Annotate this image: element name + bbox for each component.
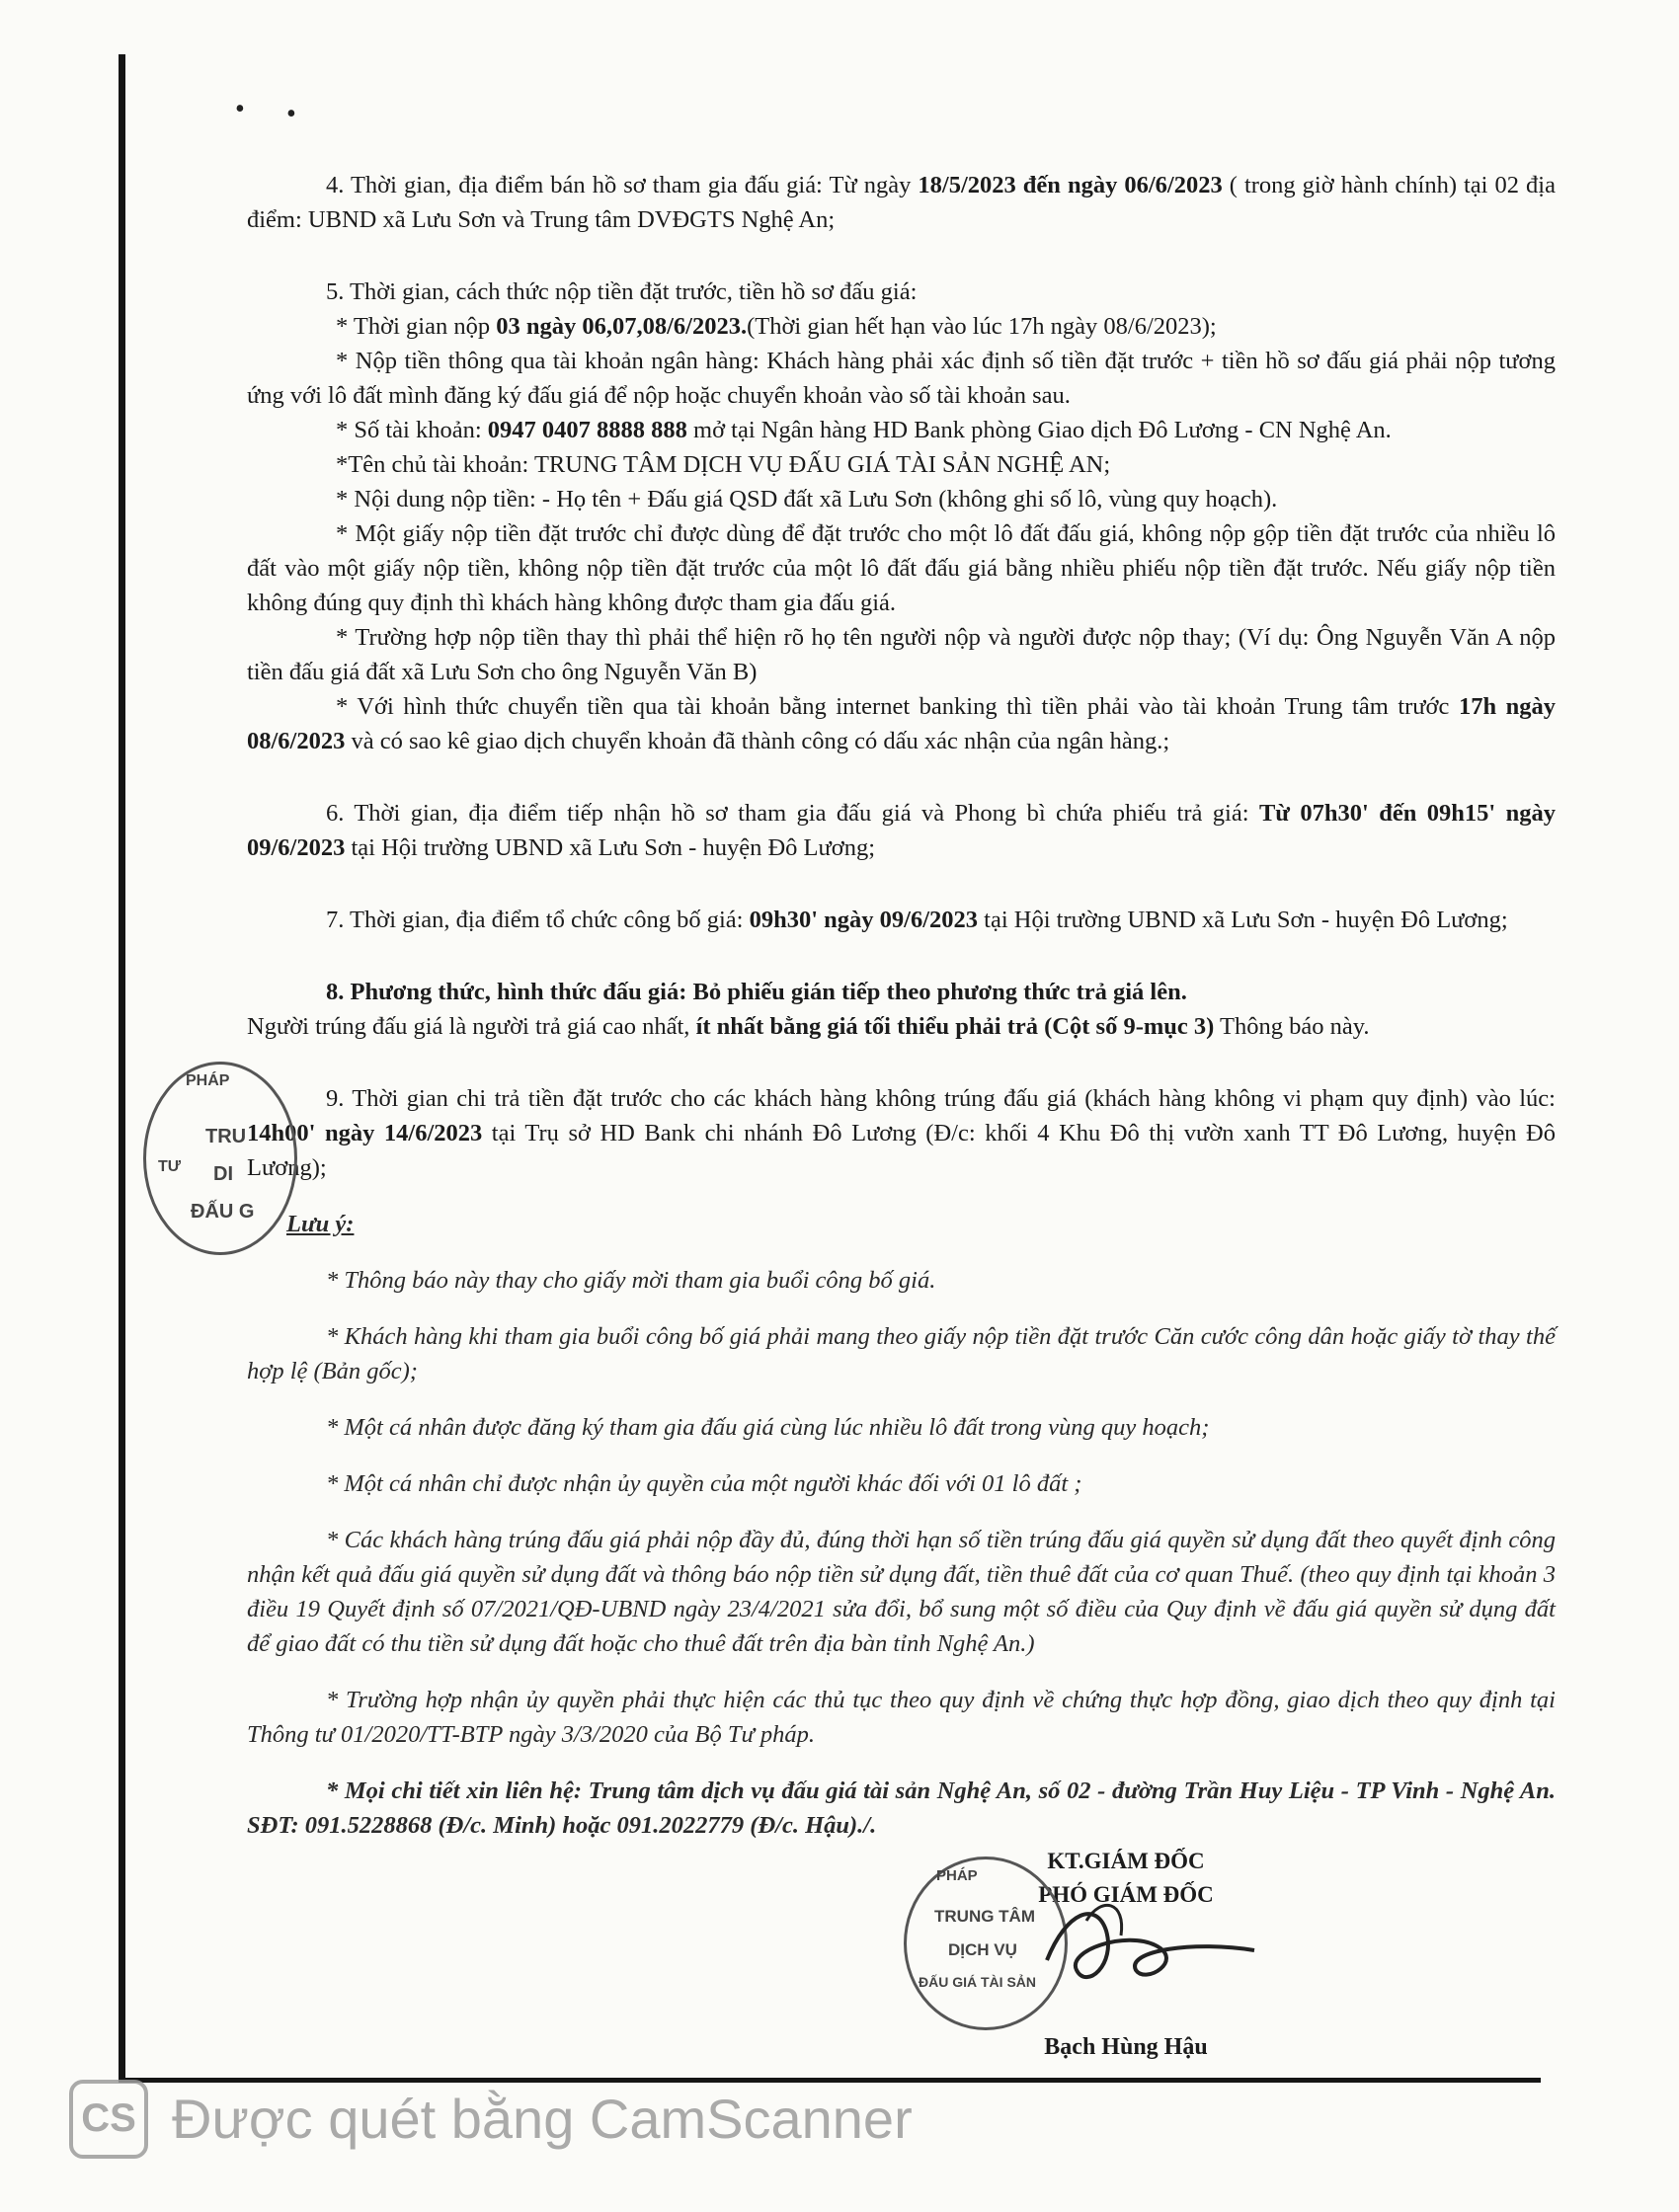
official-stamp-left xyxy=(143,1062,297,1255)
stamp-text: TRUNG TÂM xyxy=(934,1907,1035,1926)
note-5: * Các khách hàng trúng đấu giá phải nộp đầy đủ, đúng thời hạn số tiền trúng đấu giá quyền sử dụng đất theo quyết định công nhận kết quả đấu giá quyền sử dụng đất và thông báo nộp tiền sử dụng đất, tiền thuê đất của cơ quan Thuế. (theo quy định tại khoản 3 điều 19 Quyết định số 07/2021/QĐ-UBND ngày 23/4/2021 sửa đổi, bổ sung một số điều của Quy định về đấu giá quyền sử dụng đất để giao đất có thu tiền sử dụng đất hoặc cho thuê đất trên địa bàn tỉnh Nghệ An.) xyxy=(247,1527,1556,1657)
scan-speck: • xyxy=(235,94,245,124)
scan-speck: • xyxy=(286,99,296,129)
section-5-title: 5. Thời gian, cách thức nộp tiền đặt trước, tiền hồ sơ đấu giá: xyxy=(326,278,918,305)
document-body xyxy=(247,168,1556,1843)
section-5-line-7: * Trường hợp nộp tiền thay thì phải thể hiện rõ họ tên người nộp và người được nộp thay; (Ví dụ: Ông Nguyễn Văn A nộp tiền đấu giá đất xã Lưu Sơn cho ông Nguyễn Văn B) xyxy=(247,624,1556,685)
notes-title: Lưu ý: xyxy=(286,1211,355,1237)
section-5-account-owner: *Tên chủ tài khoản: TRUNG TÂM DỊCH VỤ ĐẤU GIÁ TÀI SẢN NGHỆ AN; xyxy=(336,451,1111,478)
stamp-text: ĐẤU GIÁ TÀI SẢN xyxy=(919,1974,1036,1990)
note-7-contact: * Mọi chi tiết xin liên hệ: Trung tâm dịch vụ đấu giá tài sản Nghệ An, số 02 - đường Trần Huy Liệu - TP Vinh - Nghệ An. SĐT: 091.5228868 (Đ/c. Minh) hoặc 091.2022779 (Đ/c. Hậu)./. xyxy=(247,1778,1556,1839)
stamp-text: DI xyxy=(213,1163,233,1185)
stamp-text: TRU xyxy=(205,1126,247,1147)
note-2: * Khách hàng khi tham gia buổi công bố giá phải mang theo giấy nộp tiền đặt trước Căn cước công dân hoặc giấy tờ thay thế hợp lệ (Bản gốc); xyxy=(247,1323,1556,1384)
section-5-payment-content: * Nội dung nộp tiền: - Họ tên + Đấu giá QSD đất xã Lưu Sơn (không ghi số lô, vùng quy hoạch). xyxy=(336,486,1278,513)
note-4: * Một cá nhân chỉ được nhận ủy quyền của một người khác đối với 01 lô đất ; xyxy=(326,1470,1082,1497)
section-4: 4. Thời gian, địa điểm bán hồ sơ tham gia đấu giá: Từ ngày 18/5/2023 đến ngày 06/6/2023 ( trong giờ hành chính) tại 02 địa điểm: UBND xã Lưu Sơn và Trung tâm DVĐGTS Nghệ An; xyxy=(247,172,1556,233)
note-1: * Thông báo này thay cho giấy mời tham gia buổi công bố giá. xyxy=(326,1267,936,1294)
section-5-account: * Số tài khoản: 0947 0407 8888 888 mở tại Ngân hàng HD Bank phòng Giao dịch Đô Lương - CN Nghệ An. xyxy=(336,417,1392,443)
note-3: * Một cá nhân được đăng ký tham gia đấu giá cùng lúc nhiều lô đất trong vùng quy hoạch; xyxy=(326,1414,1210,1441)
watermark-text: Được quét bằng CamScanner xyxy=(172,2088,913,2150)
section-6: 6. Thời gian, địa điểm tiếp nhận hồ sơ tham gia đấu giá và Phong bì chứa phiếu trả giá: Từ 07h30' đến 09h15' ngày 09/6/2023 tại Hội trường UBND xã Lưu Sơn - huyện Đô Lương; xyxy=(247,800,1556,861)
stamp-text: TƯ xyxy=(158,1158,182,1175)
section-5-line-2: * Nộp tiền thông qua tài khoản ngân hàng: Khách hàng phải xác định số tiền đặt trước + tiền hồ sơ đấu giá phải nộp tương ứng với lô đất mình đăng ký đấu giá để nộp hoặc chuyển khoản vào số tài khoản sau. xyxy=(247,348,1556,409)
section-8-body: Người trúng đấu giá là người trả giá cao nhất, ít nhất bằng giá tối thiểu phải trả (Cột số 9-mục 3) Thông báo này. xyxy=(247,1013,1370,1040)
handwritten-signature xyxy=(1027,1891,1264,2010)
section-7: 7. Thời gian, địa điểm tổ chức công bố giá: 09h30' ngày 09/6/2023 tại Hội trường UBND xã Lưu Sơn - huyện Đô Lương; xyxy=(326,907,1508,933)
stamp-text: ĐẤU G xyxy=(191,1201,255,1223)
stamp-text: PHÁP xyxy=(186,1072,230,1089)
stamp-text: DỊCH VỤ xyxy=(948,1940,1017,1959)
camscanner-watermark xyxy=(69,2082,913,2156)
section-9: 9. Thời gian chi trả tiền đặt trước cho các khách hàng không trúng đấu giá (khách hàng không vi phạm quy định) vào lúc: 14h00' ngày 14/6/2023 tại Trụ sở HD Bank chi nhánh Đô Lương (Đ/c: khối 4 Khu Đô thị vườn xanh TT Đô Lương, huyện Đô Lương); xyxy=(247,1085,1556,1181)
signer-name: Bạch Hùng Hậu xyxy=(1044,2034,1208,2060)
stamp-text: PHÁP xyxy=(936,1867,978,1884)
camscanner-logo-icon: CS xyxy=(69,2080,148,2159)
notes-block xyxy=(247,1207,1556,1843)
note-6: * Trường hợp nhận ủy quyền phải thực hiện các thủ tục theo quy định về chứng thực hợp đồng, giao dịch theo quy định tại Thông tư 01/2020/TT-BTP ngày 3/3/2020 của Bộ Tư pháp. xyxy=(247,1687,1556,1748)
page-left-border xyxy=(119,54,125,2079)
section-5-line-6: * Một giấy nộp tiền đặt trước chỉ được dùng để đặt trước cho một lô đất đấu giá, không nộp gộp tiền đặt trước của nhiều lô đất vào một giấy nộp tiền, không nộp tiền đặt trước của một lô đất đấu giá bằng nhiều phiếu nộp tiền đặt trước. Nếu giấy nộp tiền không đúng quy định thì khách hàng không được tham gia đấu giá. xyxy=(247,520,1556,616)
section-5-line-8: * Với hình thức chuyển tiền qua tài khoản bằng internet banking thì tiền phải vào tài khoản Trung tâm trước 17h ngày 08/6/2023 và có sao kê giao dịch chuyển khoản đã thành công có dấu xác nhận của ngân hàng.; xyxy=(247,693,1556,754)
sig-title-line-2: PHÓ GIÁM ĐỐC xyxy=(1038,1882,1214,1907)
sig-title-line-1: KT.GIÁM ĐỐC xyxy=(1047,1849,1205,1873)
section-5-line-1: * Thời gian nộp 03 ngày 06,07,08/6/2023.(Thời gian hết hạn vào lúc 17h ngày 08/6/2023); xyxy=(336,313,1217,340)
section-8-title: 8. Phương thức, hình thức đấu giá: Bỏ phiếu gián tiếp theo phương thức trả giá lên. xyxy=(326,979,1187,1005)
